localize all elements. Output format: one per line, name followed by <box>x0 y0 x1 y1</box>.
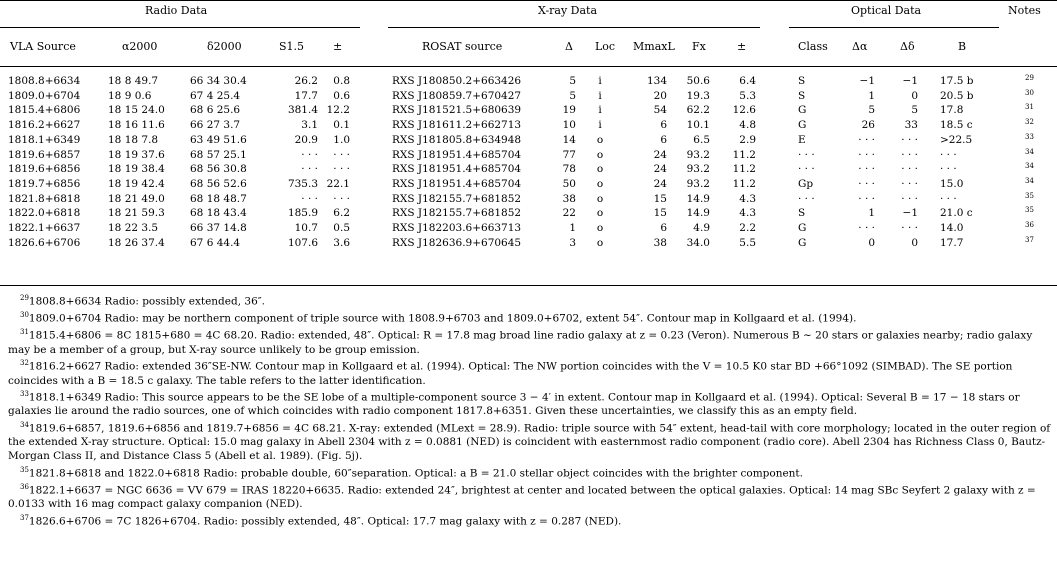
loc: i <box>598 104 602 117</box>
vla-source: 1816.2+6627 <box>8 119 81 132</box>
delta2000: 68 57 25.1 <box>190 148 247 161</box>
fx: 50.6 <box>686 75 710 87</box>
delta-offset: 1 <box>569 222 576 234</box>
col-fx-error: ± <box>737 40 747 53</box>
delta2000: 68 6 25.6 <box>190 104 241 117</box>
table-row <box>0 148 1057 162</box>
mlmax: 15 <box>653 192 667 205</box>
s15-error: · · · <box>333 163 350 176</box>
delta-offset: 50 <box>562 177 576 190</box>
note-ref: 35 <box>1025 206 1034 215</box>
delta-alpha: · · · <box>858 222 875 234</box>
delta-offset: 14 <box>562 133 576 146</box>
mlmax: 134 <box>646 75 667 87</box>
optical-underline <box>789 27 999 28</box>
b-mag: 15.0 <box>940 177 964 190</box>
fx: 93.2 <box>686 148 710 161</box>
fx-error: 6.4 <box>739 75 756 87</box>
delta-offset: 77 <box>562 148 576 161</box>
delta-alpha: 0 <box>868 236 875 249</box>
mlmax: 54 <box>653 104 667 117</box>
mlmax: 24 <box>653 163 667 176</box>
fx-error: 12.6 <box>732 104 756 117</box>
loc: o <box>596 192 604 205</box>
fx-error: 4.8 <box>739 119 756 132</box>
table-row <box>0 103 1057 117</box>
delta-delta: 5 <box>911 104 918 117</box>
vla-source: 1819.6+6856 <box>8 163 81 176</box>
col-delta-alpha: Δα <box>852 40 868 53</box>
note-ref: 34 <box>1025 176 1034 185</box>
note-ref: 36 <box>1025 221 1034 229</box>
fx-error: 2.2 <box>739 222 756 234</box>
footnote-number: 37 <box>20 513 29 522</box>
delta-alpha: · · · <box>858 133 875 146</box>
class: G <box>798 222 807 234</box>
rosat-source: RXS J181805.8+634948 <box>392 133 522 146</box>
s15-flux: · · · <box>301 163 318 176</box>
s15-error: 6.2 <box>333 207 350 220</box>
table-row <box>0 236 1057 250</box>
delta-delta: · · · <box>901 222 918 234</box>
loc: i <box>598 119 602 132</box>
vla-source: 1822.0+6818 <box>8 207 81 220</box>
table-row <box>0 192 1057 206</box>
rosat-source: RXS J182203.6+663713 <box>392 222 522 234</box>
footnote <box>8 388 1053 419</box>
col-delta-delta: Δδ <box>900 40 915 53</box>
col-delta2000: δ2000 <box>207 40 242 53</box>
col-vla-source: VLA Source <box>10 40 76 53</box>
table-row <box>0 177 1057 191</box>
loc: o <box>596 163 604 176</box>
delta2000: 66 34 30.4 <box>190 75 247 87</box>
s15-error: 0.6 <box>333 89 350 102</box>
footnote-number: 34 <box>20 421 29 430</box>
alpha2000: 18 9 0.6 <box>108 89 152 102</box>
delta2000: 63 49 51.6 <box>190 133 247 146</box>
table-row <box>0 162 1057 176</box>
s15-error: · · · <box>333 148 350 161</box>
alpha2000: 18 21 59.3 <box>108 207 165 220</box>
delta-delta: · · · <box>901 163 918 176</box>
s15-error: 0.5 <box>333 222 350 234</box>
class: G <box>798 119 807 132</box>
col-class: Class <box>798 40 828 53</box>
fx-error: 2.9 <box>739 133 756 146</box>
delta-delta: 33 <box>904 119 918 132</box>
s15-error: 0.1 <box>333 119 350 132</box>
col-loc: Loc <box>595 40 616 53</box>
delta-alpha: 5 <box>868 104 875 117</box>
delta-delta: 0 <box>911 236 918 249</box>
footnote <box>8 357 1053 388</box>
delta-offset: 78 <box>562 163 576 176</box>
rosat-source: RXS J180859.7+670427 <box>392 89 522 102</box>
delta-alpha: 26 <box>861 119 875 132</box>
rosat-source: RXS J181951.4+685704 <box>392 163 522 176</box>
footnote <box>8 512 1053 529</box>
fx: 10.1 <box>686 119 710 132</box>
mlmax: 6 <box>660 222 667 234</box>
note-ref: 32 <box>1025 118 1034 127</box>
b-mag: 18.5 c <box>940 119 973 132</box>
footnote <box>8 464 1053 481</box>
s15-flux: 20.9 <box>294 133 318 146</box>
delta2000: 68 56 30.8 <box>190 163 247 176</box>
s15-error: · · · <box>333 192 350 205</box>
footnote-number: 36 <box>20 482 29 491</box>
optical-data-header: Optical Data <box>851 4 922 17</box>
footnote <box>8 309 1053 326</box>
delta-offset: 38 <box>562 192 576 205</box>
s15-error: 3.6 <box>333 236 350 249</box>
loc: o <box>596 177 604 190</box>
footnote-number: 30 <box>20 311 29 320</box>
class: Gp <box>798 177 814 190</box>
footnote <box>8 481 1053 512</box>
fx: 34.0 <box>686 236 710 249</box>
col-delta-offset: Δ <box>565 40 573 53</box>
s15-error: 0.8 <box>333 75 350 87</box>
fx-error: 5.3 <box>739 89 756 102</box>
loc: o <box>596 133 604 146</box>
col-mlmax: MmaxL <box>633 40 675 53</box>
delta-alpha: · · · <box>858 177 875 190</box>
delta-offset: 5 <box>569 75 576 87</box>
class: · · · <box>798 163 815 176</box>
delta-alpha: 1 <box>868 89 875 102</box>
mlmax: 20 <box>653 89 667 102</box>
delta2000: 66 27 3.7 <box>190 119 241 132</box>
delta-offset: 22 <box>562 207 576 220</box>
delta2000: 67 4 25.4 <box>190 89 241 102</box>
loc: o <box>596 222 604 234</box>
fx-error: 11.2 <box>732 177 756 190</box>
fx-error: 5.5 <box>739 236 756 249</box>
class: G <box>798 104 807 117</box>
mlmax: 6 <box>660 119 667 132</box>
loc: i <box>598 89 602 102</box>
b-mag: >22.5 <box>940 133 973 146</box>
delta2000: 66 37 14.8 <box>190 222 247 234</box>
footnote-text: 1816.2+6627 Radio: extended 36″SE-NW. Contour map in Kollgaard et al. (1994). Optical: The NW portion coincides with the V = 10.5 K0 star BD +66°1092 (SIMBAD). The SE portion coincides with a B = 18.5 c galaxy. The table refers to the latter identification. <box>8 360 1013 387</box>
rosat-source: RXS J181611.2+662713 <box>392 119 522 132</box>
s15-error: 12.2 <box>326 104 350 117</box>
rosat-source: RXS J180850.2+663426 <box>392 75 522 87</box>
class: E <box>798 133 806 146</box>
class: S <box>798 207 806 220</box>
delta-offset: 10 <box>562 119 576 132</box>
col-fx: Fx <box>692 40 706 53</box>
footnote-number: 32 <box>20 359 29 368</box>
table-bottom-rule <box>0 285 1057 286</box>
radio-underline <box>0 27 360 28</box>
delta-alpha: 1 <box>868 207 875 220</box>
fx: 93.2 <box>686 177 710 190</box>
delta-delta: · · · <box>901 148 918 161</box>
footnote-text: 1819.6+6857, 1819.6+6856 and 1819.7+6856 = 4C 68.21. X-ray: extended (MLext = 28.9). Radio: triple source with 54″ extent, head-tail with core morphology; located in the outer region of the extended X-ray structure. Optical: 15.0 mag galaxy in Abell 2304 with z = 0.0881 (NED) is coincident with easternmost radio component (radio core). Abell 2304 has Richness Class 0, Bautz-Morgan Class II, and Distance Class 5 (Abell et al. 1989). (Fig. 5j). <box>8 422 1051 463</box>
footnote-text: 1826.6+6706 = 7C 1826+6704. Radio: possibly extended, 48″. Optical: 17.7 mag galaxy with z = 0.287 (NED). <box>28 515 622 528</box>
table-row <box>0 133 1057 147</box>
delta-offset: 19 <box>562 104 576 117</box>
footnote <box>8 326 1053 357</box>
delta-offset: 3 <box>569 236 576 249</box>
mlmax: 24 <box>653 177 667 190</box>
fx-error: 4.3 <box>739 192 756 205</box>
vla-source: 1808.8+6634 <box>8 75 81 87</box>
note-ref: 31 <box>1025 103 1034 112</box>
col-s15-error: ± <box>333 40 343 53</box>
s15-flux: 10.7 <box>294 222 318 234</box>
class: · · · <box>798 148 815 161</box>
footnote <box>8 292 1053 309</box>
alpha2000: 18 18 7.8 <box>108 133 159 146</box>
table-row <box>0 74 1057 88</box>
footnote <box>8 419 1053 464</box>
fx: 19.3 <box>686 89 710 102</box>
b-mag: 14.0 <box>940 222 964 234</box>
class: · · · <box>798 192 815 205</box>
rosat-source: RXS J181951.4+685704 <box>392 148 522 161</box>
fx-error: 4.3 <box>739 207 756 220</box>
delta-delta: −1 <box>902 207 918 220</box>
note-ref: 34 <box>1025 162 1034 171</box>
footnote-number: 29 <box>20 294 29 302</box>
footnote-text: 1808.8+6634 Radio: possibly extended, 36″. <box>28 295 266 308</box>
footnote-text: 1818.1+6349 Radio: This source appears to be the SE lobe of a multiple-component source 3 − 4′ in extent. Contour map in Kollgaard et al. (1994). Optical: Several B = 17 − 18 stars or galaxies lie around the radio sources, one of which coincides with radio component 1817.8+6351. Given these uncertainties, we classify this as an empty field. <box>8 391 1020 418</box>
fx: 4.9 <box>693 222 710 234</box>
s15-flux: 107.6 <box>287 236 318 249</box>
b-mag: 17.5 b <box>940 75 974 87</box>
footnote-number: 35 <box>20 465 29 474</box>
class: G <box>798 236 807 249</box>
col-b-mag: B <box>958 40 967 53</box>
b-mag: 20.5 b <box>940 89 974 102</box>
mlmax: 24 <box>653 148 667 161</box>
vla-source: 1815.4+6806 <box>8 104 81 117</box>
table-row <box>0 206 1057 220</box>
vla-source: 1819.7+6856 <box>8 177 81 190</box>
fx: 6.5 <box>693 133 710 146</box>
fx: 62.2 <box>686 104 710 117</box>
fx: 93.2 <box>686 163 710 176</box>
delta-alpha: · · · <box>858 148 875 161</box>
alpha2000: 18 21 49.0 <box>108 192 165 205</box>
delta2000: 68 18 43.4 <box>190 207 247 220</box>
col-rosat-source: ROSAT source <box>422 40 503 53</box>
vla-source: 1826.6+6706 <box>8 236 81 249</box>
delta-alpha: · · · <box>858 163 875 176</box>
delta-alpha: · · · <box>858 192 875 205</box>
s15-flux: 3.1 <box>301 119 318 132</box>
loc: o <box>596 207 604 220</box>
alpha2000: 18 19 42.4 <box>108 177 165 190</box>
table-row <box>0 118 1057 132</box>
table-row <box>0 89 1057 103</box>
alpha2000: 18 19 38.4 <box>108 163 165 176</box>
note-ref: 33 <box>1025 132 1034 141</box>
delta-offset: 5 <box>569 89 576 102</box>
top-rule <box>0 0 1057 1</box>
notes-header: Notes <box>1008 4 1041 17</box>
footnote-text: 1809.0+6704 Radio: may be northern component of triple source with 1808.9+6703 and 1809.0+6702, extent 54″. Contour map in Kollgaard et al. (1994). <box>28 312 857 325</box>
s15-flux: 185.9 <box>287 207 318 220</box>
vla-source: 1822.1+6637 <box>8 222 81 234</box>
delta-alpha: −1 <box>859 75 875 87</box>
xray-data-header: X-ray Data <box>538 4 598 17</box>
class: S <box>798 75 806 87</box>
s15-flux: 735.3 <box>287 177 318 190</box>
footnote-text: 1821.8+6818 and 1822.0+6818 Radio: probable double, 60″separation. Optical: a B = 21.0 stellar object coincides with the brighter component. <box>28 467 803 480</box>
footnotes <box>8 292 1053 529</box>
alpha2000: 18 22 3.5 <box>108 222 159 234</box>
alpha2000: 18 19 37.6 <box>108 148 165 161</box>
s15-flux: 381.4 <box>287 104 318 117</box>
mlmax: 38 <box>653 236 667 249</box>
class: S <box>798 89 806 102</box>
mlmax: 6 <box>660 133 667 146</box>
b-mag: 17.7 <box>940 236 964 249</box>
delta-delta: · · · <box>901 133 918 146</box>
b-mag: · · · <box>940 148 957 161</box>
header-bottom-rule <box>0 66 1057 67</box>
col-alpha2000: α2000 <box>122 40 158 53</box>
s15-flux: 17.7 <box>294 89 318 102</box>
delta-delta: · · · <box>901 177 918 190</box>
s15-flux: · · · <box>301 192 318 205</box>
rosat-source: RXS J181951.4+685704 <box>392 177 522 190</box>
loc: o <box>596 236 604 249</box>
mlmax: 15 <box>653 207 667 220</box>
rosat-source: RXS J182155.7+681852 <box>392 192 522 205</box>
footnote-text: 1822.1+6637 = NGC 6636 = VV 679 = IRAS 18220+6635. Radio: extended 24″, brightest at center and located between the optical galaxies. Optical: 14 mag SBc Seyfert 2 galaxy with z = 0.0133 with 16 mag compact galaxy companion (NED). <box>8 484 1036 511</box>
b-mag: · · · <box>940 192 957 205</box>
footnote-number: 33 <box>20 390 29 399</box>
loc: o <box>596 148 604 161</box>
s15-error: 22.1 <box>326 177 350 190</box>
alpha2000: 18 15 24.0 <box>108 104 165 117</box>
rosat-source: RXS J181521.5+680639 <box>392 104 522 117</box>
vla-source: 1809.0+6704 <box>8 89 81 102</box>
delta2000: 67 6 44.4 <box>190 236 241 249</box>
fx: 14.9 <box>686 207 710 220</box>
b-mag: · · · <box>940 163 957 176</box>
alpha2000: 18 16 11.6 <box>108 119 165 132</box>
b-mag: 17.8 <box>940 104 964 117</box>
note-ref: 34 <box>1025 147 1034 156</box>
alpha2000: 18 26 37.4 <box>108 236 165 249</box>
s15-error: 1.0 <box>333 133 350 146</box>
vla-source: 1821.8+6818 <box>8 192 81 205</box>
s15-flux: 26.2 <box>294 75 318 87</box>
col-s15: S1.5 <box>279 40 305 53</box>
rosat-source: RXS J182636.9+670645 <box>392 236 522 249</box>
note-ref: 29 <box>1025 74 1034 82</box>
delta2000: 68 18 48.7 <box>190 192 247 205</box>
delta-delta: · · · <box>901 192 918 205</box>
fx-error: 11.2 <box>732 163 756 176</box>
fx: 14.9 <box>686 192 710 205</box>
xray-underline <box>388 27 760 28</box>
vla-source: 1818.1+6349 <box>8 133 81 146</box>
footnote-text: 1815.4+6806 = 8C 1815+680 = 4C 68.20. Radio: extended, 48″. Optical: R = 17.8 mag broad line radio galaxy at z = 0.23 (Veron). Numerous B ∼ 20 stars or galaxies nearby; radio galaxy may be a member of a group, but X-ray source unlikely to be group emission. <box>8 329 1033 356</box>
note-ref: 35 <box>1025 191 1034 200</box>
note-ref: 30 <box>1025 88 1034 97</box>
radio-data-header: Radio Data <box>145 4 208 17</box>
delta-delta: 0 <box>911 89 918 102</box>
footnote-number: 31 <box>20 328 29 337</box>
vla-source: 1819.6+6857 <box>8 148 81 161</box>
delta2000: 68 56 52.6 <box>190 177 247 190</box>
loc: i <box>598 75 602 87</box>
s15-flux: · · · <box>301 148 318 161</box>
fx-error: 11.2 <box>732 148 756 161</box>
table-row <box>0 221 1057 235</box>
rosat-source: RXS J182155.7+681852 <box>392 207 522 220</box>
delta-delta: −1 <box>902 75 918 87</box>
b-mag: 21.0 c <box>940 207 973 220</box>
alpha2000: 18 8 49.7 <box>108 75 159 87</box>
note-ref: 37 <box>1025 235 1034 244</box>
